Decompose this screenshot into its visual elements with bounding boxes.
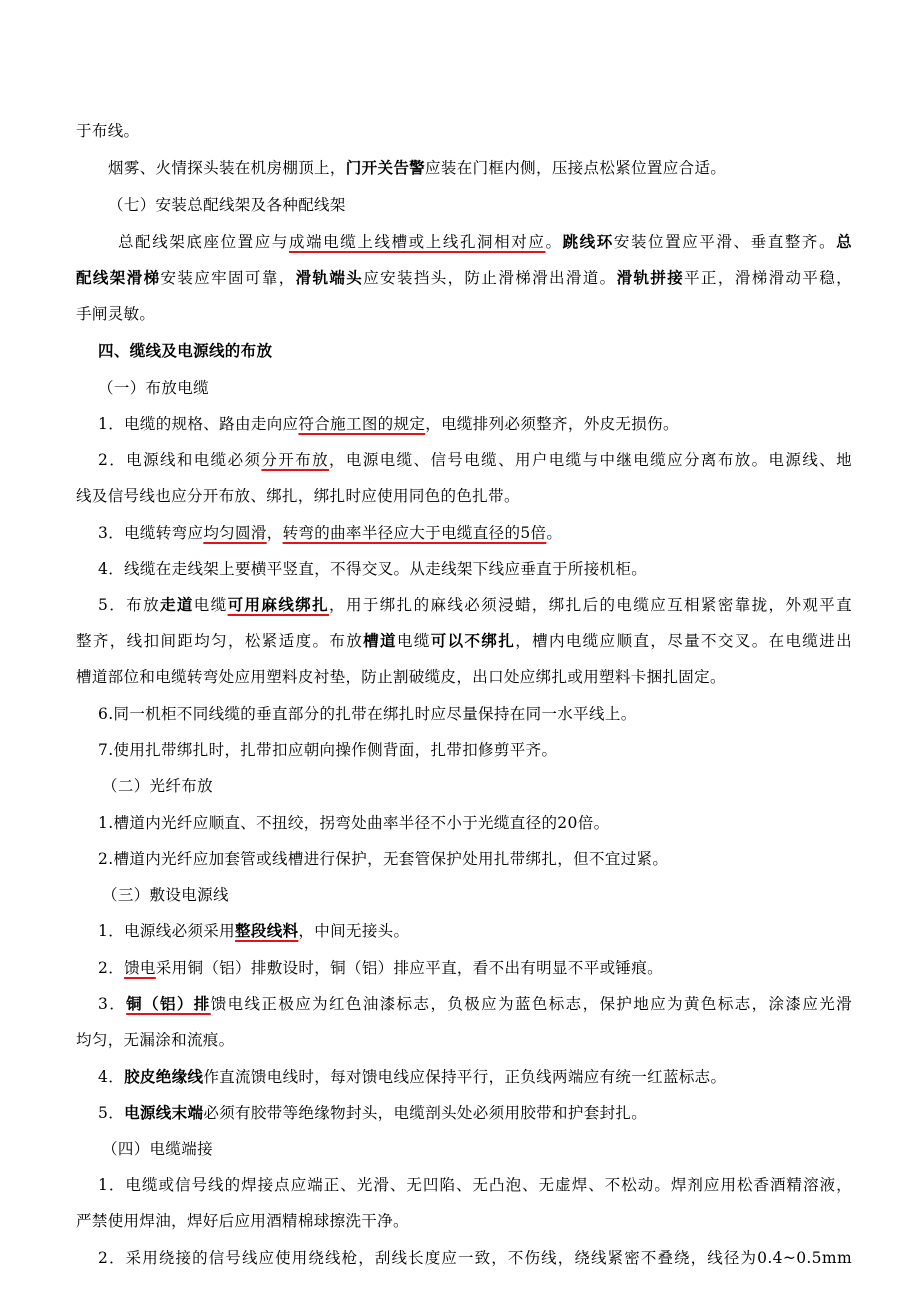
paragraph-line: 2．采用绕接的信号线应使用绕线枪，刮线长度应一致，不伤线，绕线紧密不叠绕，线径为0.4~0.5mm: [98, 1249, 852, 1267]
paragraph-line: 5．电源线末端必须有胶带等绝缘物封头，电缆剖头处必须用胶带和护套封扎。: [98, 1103, 648, 1122]
underlined-phrase: 转弯的曲率半径应大于电缆直径的5倍: [282, 524, 547, 542]
paragraph-line: 1．电缆或信号线的焊接点应端正、光滑、无凹陷、无凸泡、无虚焊、不松动。焊剂应用松香酒精溶液，: [98, 1176, 852, 1194]
paragraph-line: 5．布放走道电缆可用麻线绑扎，用于绑扎的麻线必须浸蜡，绑扎后的电缆应互相紧密靠拢，外观平直: [98, 595, 853, 614]
paragraph-line: 手闸灵敏。: [76, 305, 156, 323]
paragraph-line: 3．铜（铝）排馈电线正极应为红色油漆标志，负极应为蓝色标志，保护地应为黄色标志，涂漆应光滑: [98, 994, 852, 1013]
paragraph-line: 1．电源线必须采用整段线料，中间无接头。: [98, 921, 410, 940]
section-heading: （二）光纤布放: [102, 777, 213, 795]
paragraph-line: 3．电缆转弯应均匀圆滑，转弯的曲率半径应大于电缆直径的5倍。: [98, 524, 563, 542]
paragraph-line: 7.使用扎带绑扎时，扎带扣应朝向操作侧背面，扎带扣修剪平齐。: [98, 741, 558, 759]
section-heading: （一）布放电缆: [98, 379, 209, 397]
paragraph-line: 6.同一机柜不同线缆的垂直部分的扎带在绑扎时应尽量保持在同一水平线上。: [98, 705, 637, 723]
paragraph-line: 总配线架底座位置应与成端电缆上线槽或上线孔洞相对应。跳线环安装位置应平滑、垂直整齐。总: [118, 232, 852, 251]
bold-term: 滑轨拼接: [616, 268, 685, 287]
section-heading: （三）敷设电源线: [102, 886, 229, 904]
bold-term: 总: [836, 232, 852, 251]
bold-term: 胶皮绝缘线: [124, 1067, 204, 1086]
underlined-phrase: 整段线料: [235, 921, 299, 940]
paragraph-line: 4．线缆在走线架上要横平竖直，不得交叉。从走线架下线应垂直于所接机柜。: [98, 560, 648, 578]
paragraph-line: 1．电缆的规格、路由走向应符合施工图的规定，电缆排列必须整齐，外皮无损伤。: [98, 415, 679, 433]
underlined-phrase: 成端电缆上线槽或上线孔洞相对应: [288, 233, 546, 251]
section-heading: （七）安装总配线架及各种配线架: [108, 196, 346, 214]
underlined-phrase: 符合施工图的规定: [298, 415, 426, 433]
paragraph-line: 于布线。: [76, 122, 140, 140]
paragraph-line: 均匀，无漏涂和流痕。: [76, 1031, 235, 1049]
paragraph-line: 2．电源线和电缆必须分开布放，电源电缆、信号电缆、用户电缆与中继电缆应分离布放。电源线、地: [98, 451, 852, 469]
paragraph-line: 整齐，线扣间距均匀，松紧适度。布放槽道电缆可以不绑扎，槽内电缆应顺直，尽量不交叉。在电缆进出: [76, 631, 853, 650]
bold-term: 电源线末端: [124, 1103, 204, 1122]
underlined-phrase: 均匀圆滑: [203, 524, 267, 542]
paragraph-line: 槽道部位和电缆转弯处应用塑料皮衬垫，防止割破缆皮，出口处应绑扎或用塑料卡捆扎固定。: [76, 668, 726, 686]
bold-term: 跳线环: [562, 232, 614, 251]
underlined-phrase: 可用麻线绑扎: [227, 595, 330, 614]
bold-term: 门开关告警: [345, 158, 426, 177]
paragraph-line: 线及信号线也应分开布放、绑扎，绑扎时应使用同色的色扎带。: [76, 487, 520, 505]
bold-term: 槽道: [363, 631, 397, 650]
chapter-heading: 四、缆线及电源线的布放: [98, 341, 273, 360]
paragraph-line: 2．馈电采用铜（铝）排敷设时，铜（铝）排应平直，看不出有明显不平或锤痕。: [98, 959, 663, 977]
paragraph-line: 严禁使用焊油，焊好后应用酒精棉球擦洗干净。: [76, 1212, 409, 1230]
paragraph-line: 2.槽道内光纤应加套管或线槽进行保护，无套管保护处用扎带绑扎，但不宜过紧。: [98, 850, 669, 868]
paragraph-line: 1.槽道内光纤应顺直、不扭绞，拐弯处曲率半径不小于光缆直径的20倍。: [98, 814, 610, 832]
bold-term: 走道: [159, 595, 194, 614]
bold-term: 配线架滑梯: [76, 268, 161, 287]
paragraph-line: 烟雾、火情探头装在机房棚顶上，门开关告警应装在门框内侧，压接点松紧位置应合适。: [108, 158, 727, 177]
bold-term: 可以不绑扎: [430, 631, 516, 650]
underlined-phrase: 铜（铝）排: [126, 994, 211, 1013]
underlined-phrase: 分开布放: [261, 451, 330, 469]
paragraph-line: 配线架滑梯安装应牢固可靠，滑轨端头应安装挡头，防止滑梯滑出滑道。滑轨拼接平正，滑梯滑动平稳，: [76, 268, 853, 287]
section-heading: （四）电缆端接: [102, 1140, 213, 1158]
paragraph-line: 4．胶皮绝缘线作直流馈电线时，每对馈电线应保持平行，正负线两端应有统一红蓝标志。: [98, 1067, 727, 1086]
underlined-phrase: 馈电: [124, 959, 156, 977]
bold-term: 滑轨端头: [295, 268, 364, 287]
